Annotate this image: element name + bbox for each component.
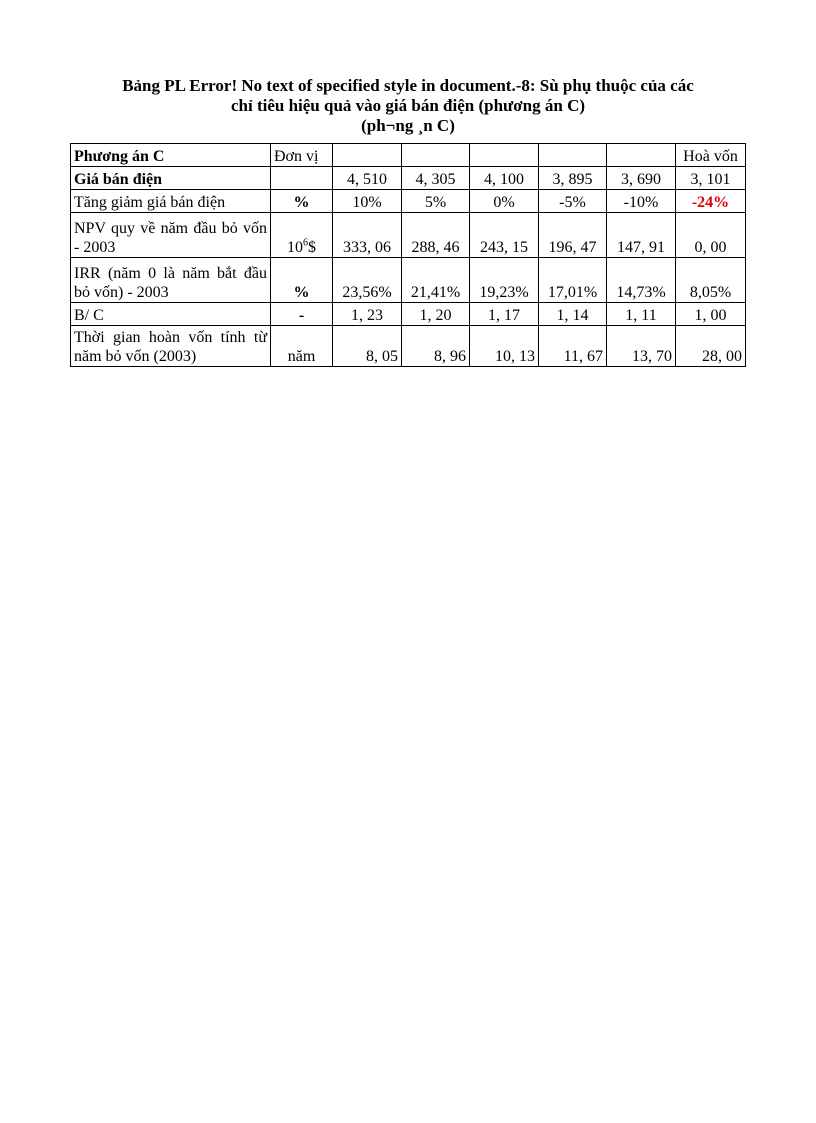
row-label: B/ C — [71, 303, 271, 326]
row-unit: năm — [271, 326, 333, 367]
value-cell: 8, 96 — [402, 326, 470, 367]
title-line-3: (ph¬ng ¸n C) — [361, 116, 455, 135]
value-cell: 3, 690 — [607, 167, 676, 190]
value-cell: 4, 100 — [470, 167, 539, 190]
value-cell: 1, 20 — [402, 303, 470, 326]
title-line-1: Bảng PL Error! No text of specified style in document.-8: Sù phụ thuộc của các — [122, 76, 694, 95]
title-line-2: chỉ tiêu hiệu quả vào giá bán điện (phương án C) — [230, 96, 586, 115]
unit-exponent: 6 — [303, 237, 308, 249]
value-cell: 1, 23 — [333, 303, 402, 326]
value-cell: 17,01% — [539, 258, 607, 303]
value-cell: -5% — [539, 190, 607, 213]
value-cell: 8, 05 — [333, 326, 402, 367]
row-label: Tăng giảm giá bán điện — [71, 190, 271, 213]
value-cell: 8,05% — [676, 258, 746, 303]
breakeven-change-cell: -24% — [676, 190, 746, 213]
unit-base: 10 — [287, 239, 303, 256]
sensitivity-table — [70, 143, 746, 367]
header-cell — [607, 144, 676, 167]
value-cell: 13, 70 — [607, 326, 676, 367]
header-cell — [539, 144, 607, 167]
header-label: Phương án C — [71, 144, 271, 167]
row-unit: - — [271, 303, 333, 326]
value-cell: 21,41% — [402, 258, 470, 303]
table-row-npv — [71, 213, 746, 258]
value-cell: 11, 67 — [539, 326, 607, 367]
value-cell: 1, 14 — [539, 303, 607, 326]
value-cell: -10% — [607, 190, 676, 213]
value-cell: 243, 15 — [470, 213, 539, 258]
value-cell: 10, 13 — [470, 326, 539, 367]
value-cell: 1, 11 — [607, 303, 676, 326]
value-cell: 196, 47 — [539, 213, 607, 258]
value-cell: 28, 00 — [676, 326, 746, 367]
header-breakeven: Hoà vốn — [676, 144, 746, 167]
table-row-price-change — [71, 190, 746, 213]
value-cell: 333, 06 — [333, 213, 402, 258]
row-unit: % — [271, 258, 333, 303]
header-row — [71, 144, 746, 167]
value-cell: 1, 00 — [676, 303, 746, 326]
header-cell — [470, 144, 539, 167]
table-row-payback — [71, 326, 746, 367]
header-cell — [333, 144, 402, 167]
row-unit: % — [271, 190, 333, 213]
value-cell: 10% — [333, 190, 402, 213]
row-unit — [271, 213, 333, 258]
row-label: IRR (năm 0 là năm bắt đầu bỏ vốn) - 2003 — [71, 258, 271, 303]
row-unit — [271, 167, 333, 190]
row-label: Giá bán điện — [71, 167, 271, 190]
value-cell: 3, 895 — [539, 167, 607, 190]
header-unit: Đơn vị — [271, 144, 333, 167]
value-cell: 0, 00 — [676, 213, 746, 258]
row-label: Thời gian hoàn vốn tính từ năm bỏ vốn (2003) — [71, 326, 271, 367]
value-cell: 14,73% — [607, 258, 676, 303]
row-label: NPV quy về năm đầu bỏ vốn - 2003 — [71, 213, 271, 258]
value-cell: 23,56% — [333, 258, 402, 303]
value-cell: 0% — [470, 190, 539, 213]
value-cell: 5% — [402, 190, 470, 213]
unit-suffix: $ — [308, 239, 316, 256]
value-cell: 147, 91 — [607, 213, 676, 258]
table-row-bc — [71, 303, 746, 326]
value-cell: 4, 305 — [402, 167, 470, 190]
table-title — [60, 76, 756, 136]
value-cell: 4, 510 — [333, 167, 402, 190]
value-cell: 3, 101 — [676, 167, 746, 190]
table-row-price — [71, 167, 746, 190]
value-cell: 19,23% — [470, 258, 539, 303]
value-cell: 288, 46 — [402, 213, 470, 258]
header-cell — [402, 144, 470, 167]
value-cell: 1, 17 — [470, 303, 539, 326]
table-row-irr — [71, 258, 746, 303]
